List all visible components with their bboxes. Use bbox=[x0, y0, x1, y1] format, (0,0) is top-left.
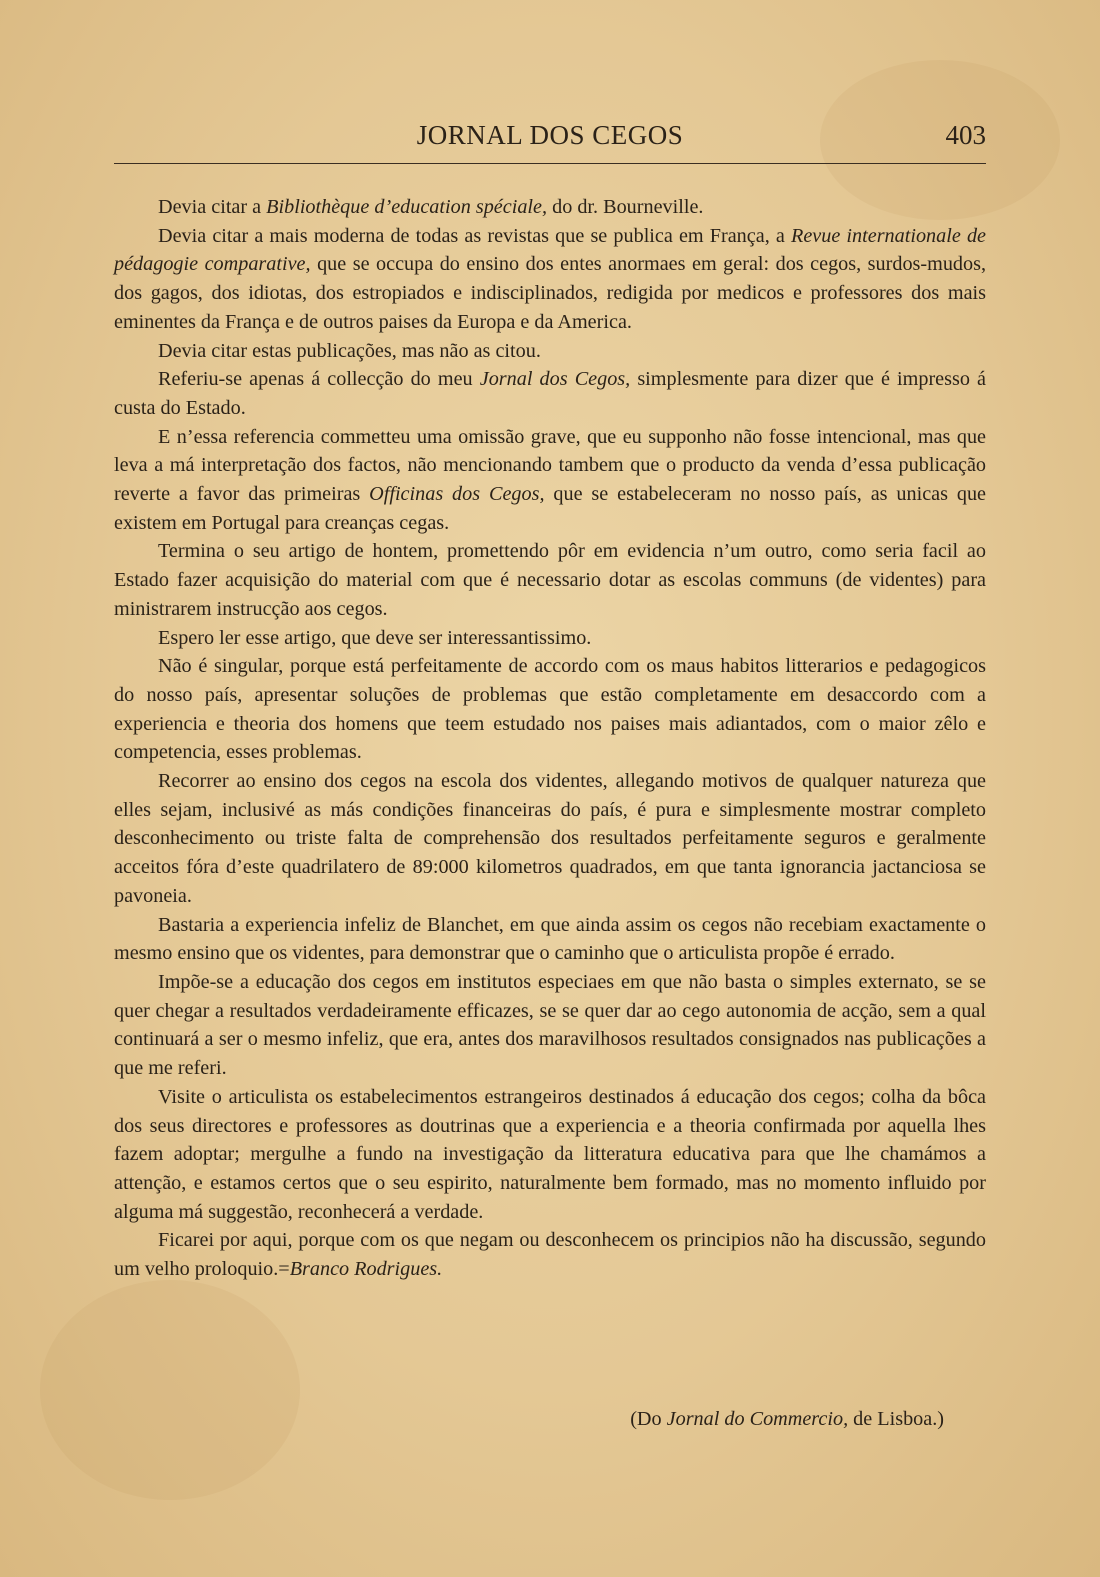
paragraph bbox=[114, 365, 986, 422]
text-run: Devia citar a bbox=[158, 196, 267, 218]
text-run: que se estabeleceram no nosso país, as unicas que existem em Portugal para creanças cegas. bbox=[114, 483, 987, 534]
text-run: Espero ler esse artigo, que deve ser interessantissimo. bbox=[158, 626, 592, 649]
italic-title: Jornal do Commercio, bbox=[666, 1408, 849, 1430]
paragraph bbox=[114, 222, 986, 337]
paragraph bbox=[114, 423, 986, 538]
text-run: Ficarei por aqui, porque com os que negam ou desconhecem os principios não ha discussão, segundo um velho proloquio.= bbox=[114, 1229, 986, 1281]
paragraph bbox=[114, 193, 986, 222]
header-rule bbox=[114, 163, 986, 164]
italic-title: Jornal dos Cegos, bbox=[479, 368, 631, 391]
paragraph bbox=[114, 652, 986, 767]
text-run: simplesmente para dizer que é impresso á custa do Estado. bbox=[114, 368, 987, 419]
paper-stain bbox=[40, 1280, 300, 1500]
italic-title: Bibliothèque d’education spéciale, bbox=[266, 196, 548, 218]
source-citation bbox=[114, 1405, 944, 1434]
text-run: Devia citar estas publicações, mas não as citou. bbox=[158, 339, 541, 362]
text-run: Impõe-se a educação dos cegos em institutos especiaes em que não basta o simples externato, se se quer chegar a resultados verdadeiramente efficazes, se se quer dar ao cego autonomia de acção, sem a qual continuará a ser o mesmo infeliz, que era, antes dos maravilhosos resultados consignados nas publicações a que me referi. bbox=[114, 970, 986, 1080]
italic-title: Officinas dos Cegos, bbox=[369, 483, 545, 506]
paragraph bbox=[114, 337, 986, 366]
running-head bbox=[114, 118, 986, 164]
text-run: Referiu-se apenas á collecção do meu bbox=[158, 368, 480, 391]
text-run: Recorrer ao ensino dos cegos na escola dos videntes, allegando motivos de qualquer natureza que elles sejam, inclusivé as más condições financeiras do país, é pura e simplesmente mostrar completo desconhecimento ou triste falta de comprehensão dos resultados perfeitamente seguros e geralmente acceitos fóra d’este quadrilatero de 89:000 kilometros quadrados, em que tanta ignorancia jactanciosa se pavoneia. bbox=[114, 770, 986, 907]
text-run: que se occupa do ensino dos entes anormaes em geral: dos cegos, surdos-mudos, dos gagos, dos idiotas, dos estropiados e indisciplinados, redigida por medicos e professores dos mais eminentes da França e de outros paises da Europa e da America. bbox=[114, 253, 987, 333]
text-run: Bastaria a experiencia infeliz de Blanchet, em que ainda assim os cegos não recebiam exactamente o mesmo ensino que os videntes, para demonstrar que o caminho que o articulista propõe é errado. bbox=[114, 913, 986, 965]
text-run: Termina o seu artigo de hontem, promettendo pôr em evidencia n’um outro, como seria facil ao Estado fazer acquisição do material com que é necessario dotar as escolas communs (de videntes) para ministrarem instrucção aos cegos. bbox=[114, 540, 986, 620]
page-number: 403 bbox=[945, 120, 986, 150]
paragraph bbox=[114, 1083, 986, 1227]
text-run: de Lisboa.) bbox=[848, 1408, 944, 1430]
running-title: JORNAL DOS CEGOS bbox=[416, 120, 684, 150]
text-run: do dr. Bourneville. bbox=[547, 196, 704, 218]
paragraph bbox=[114, 624, 986, 653]
article-body bbox=[114, 193, 986, 1284]
paragraph bbox=[114, 1226, 986, 1283]
italic-title: Revue internationale de pédagogie comparative, bbox=[114, 224, 987, 276]
text-run: (Do bbox=[630, 1408, 667, 1430]
text-run: E n’essa referencia commetteu uma omissão grave, que eu supponho não fosse intencional, mas que leva a má interpretação dos factos, não mencionando tambem que o producto da venda d’essa publicação reverte a favor das primeiras bbox=[114, 425, 986, 506]
paragraph bbox=[114, 911, 986, 968]
paragraph bbox=[114, 767, 986, 911]
text-run: Devia citar a mais moderna de todas as revistas que se publica em França, a bbox=[158, 224, 791, 247]
text-run: Visite o articulista os estabelecimentos estrangeiros destinados á educação dos cegos; colha da bôca dos seus directores e professores as doutrinas que a experiencia e a theoria confirmada por aquella lhes fazem adoptar; mergulhe a fundo na investigação da litteratura educativa para que lhe chamámos a attenção, e estamos certos que o seu espirito, naturalmente bem formado, mas no momento influido por alguma má suggestão, reconhecerá a verdade. bbox=[114, 1085, 986, 1223]
italic-title: Branco Rodrigues. bbox=[289, 1258, 443, 1281]
paragraph bbox=[114, 968, 986, 1083]
paragraph bbox=[114, 537, 986, 623]
text-run: Não é singular, porque está perfeitamente de accordo com os maus habitos litterarios e pedagogicos do nosso país, apresentar soluções de problemas que estão completamente em desaccordo com a experiencia e theoria dos homens que teem estudado nos paises mais adiantados, com o maior zêlo e competencia, esses problemas. bbox=[114, 655, 986, 764]
